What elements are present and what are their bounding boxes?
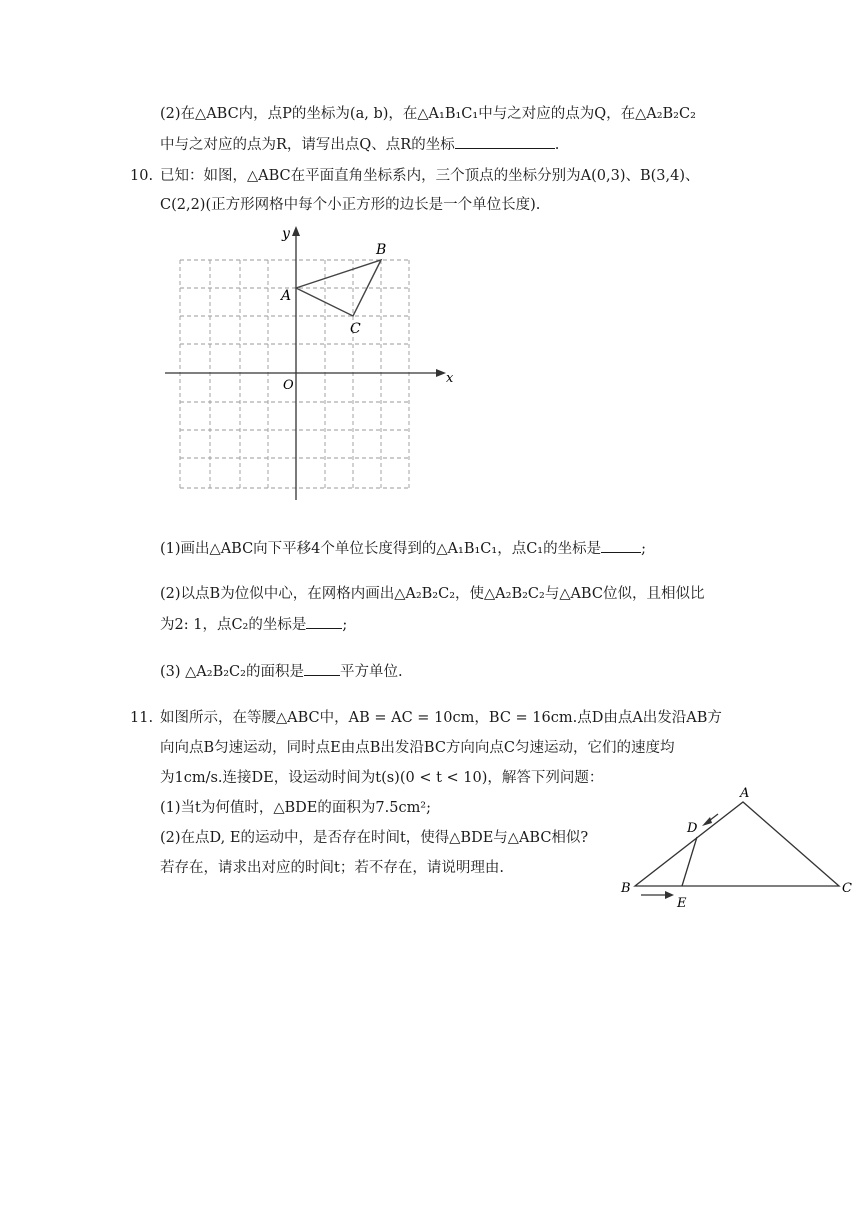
q10-origin-label: O: [283, 378, 294, 393]
q10-stem-line1: 已知：如图，△ABC在平面直角坐标系内，三个顶点的坐标分别为A(0,3)、B(3,4)、: [160, 168, 700, 184]
q10-stem-line2: C(2,2)(正方形网格中每个小正方形的边长是一个单位长度).: [160, 197, 541, 213]
q10-part2-blank: [306, 614, 342, 629]
q11-stem-line2: 向向点B匀速运动，同时点E由点B出发沿BC方向向点C匀速运动，它们的速度均: [160, 740, 675, 756]
q11-part2-line1: (2)在点D, E的运动中，是否存在时间t，使得△BDE与△ABC相似?: [160, 830, 589, 846]
q11-triangle-figure: [615, 780, 860, 910]
q10-x-arrow: [436, 369, 446, 377]
q10-part1: (1)画出△ABC向下平移4个单位长度得到的△A₁B₁C₁，点C₁的坐标是 ;: [160, 538, 646, 559]
q11-part1: (1)当t为何值时，△BDE的面积为7.5cm²;: [160, 800, 432, 816]
q10-part1-blank: [601, 538, 641, 553]
q11-number: 11.: [130, 710, 154, 726]
q9-part2-line1: (2)在△ABC内，点P的坐标为(a, b)，在△A₁B₁C₁中与之对应的点为Q，在△A₂B₂C₂: [160, 106, 696, 122]
q11-stem-line1: 如图所示，在等腰△ABC中，AB = AC = 10cm，BC = 16cm.点D由点A出发沿AB方: [160, 710, 722, 726]
q11-vertex-a-label: A: [740, 786, 750, 801]
q11-part2-line2: 若存在，请求出对应的时间t；若不存在，请说明理由.: [160, 860, 504, 876]
q10-y-arrow: [292, 226, 300, 236]
q10-coordinate-figure: [150, 220, 460, 510]
q10-part2-line1: (2)以点B为位似中心，在网格内画出△A₂B₂C₂，使△A₂B₂C₂与△ABC位似，且相似比: [160, 586, 705, 602]
q11-point-d-label: D: [687, 821, 698, 836]
q11-vertex-c-label: C: [842, 881, 852, 896]
q10-part2-line2: 为2: 1，点C₂的坐标是 ;: [160, 614, 347, 635]
q11-stem-line3: 为1cm/s.连接DE，设运动时间为t(s)(0 < t < 10)，解答下列问题：: [160, 770, 604, 786]
q10-number: 10.: [130, 168, 154, 184]
q10-y-label: y: [282, 226, 290, 242]
q10-vertex-a-label: A: [281, 288, 292, 304]
q11-e-arrowhead: [665, 891, 674, 899]
q10-vertex-b-label: B: [376, 242, 387, 258]
q11-point-e-label: E: [677, 896, 687, 910]
q10-part3: (3) △A₂B₂C₂的面积是 平方单位.: [160, 661, 403, 682]
q10-grid: [180, 260, 409, 490]
q11-d-arrowhead: [702, 817, 712, 826]
q11-triangle-abc: [635, 802, 839, 886]
q10-vertex-c-label: C: [350, 321, 361, 337]
q9-answer-blank: [455, 134, 555, 149]
q9-part2-line2: 中与之对应的点为R，请写出点Q、点R的坐标 .: [160, 134, 559, 155]
q11-vertex-b-label: B: [621, 881, 631, 896]
q10-part3-blank: [304, 661, 340, 676]
q10-x-label: x: [446, 371, 454, 386]
